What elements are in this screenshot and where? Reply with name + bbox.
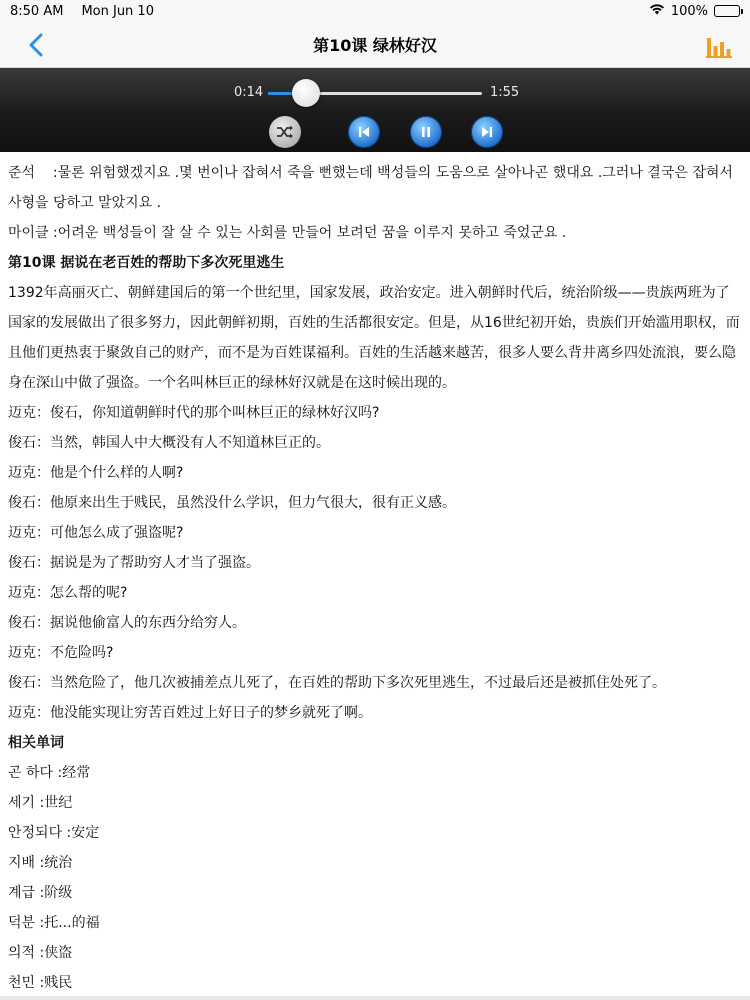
lesson-text bbox=[0, 152, 750, 998]
text-paragraph: 천민 :贱民 bbox=[8, 975, 73, 991]
chevron-left-icon bbox=[28, 33, 44, 57]
current-time: 0:14 bbox=[234, 85, 264, 100]
shuffle-icon bbox=[276, 124, 294, 140]
page-title: 第10课 绿林好汉 bbox=[313, 36, 437, 55]
text-paragraph: 마이클 :어려운 백성들이 잘 살 수 있는 사회를 만들어 보려던 꿈을 이루지 못하고 죽었군요 . bbox=[8, 225, 567, 241]
skip-next-icon bbox=[479, 124, 495, 140]
pause-icon bbox=[418, 124, 434, 140]
bar-chart-button[interactable] bbox=[706, 34, 732, 58]
battery-percent: 100% bbox=[670, 3, 708, 19]
bottom-divider bbox=[0, 996, 750, 1000]
previous-track-button[interactable] bbox=[348, 116, 380, 148]
text-paragraph: 俊石：他原来出生于贱民，虽然没什么学识，但力气很大，很有正义感。 bbox=[8, 495, 456, 511]
text-paragraph: 俊石：当然危险了，他几次被捕差点儿死了，在百姓的帮助下多次死里逃生，不过最后还是被抓住处死了。 bbox=[8, 675, 666, 691]
text-paragraph: 안정되다 :安定 bbox=[8, 825, 100, 841]
text-paragraph: 俊石：据说他偷富人的东西分给穷人。 bbox=[8, 615, 246, 631]
text-paragraph: 迈克：不危险吗? bbox=[8, 645, 114, 661]
text-paragraph: 의적 :侠盗 bbox=[8, 945, 73, 961]
back-button[interactable] bbox=[22, 31, 50, 59]
text-paragraph: 迈克：他没能实现让穷苦百姓过上好日子的梦乡就死了啊。 bbox=[8, 705, 372, 721]
text-paragraph: 계급 :阶级 bbox=[8, 885, 73, 901]
text-paragraph: 덕분 :托...的福 bbox=[8, 915, 100, 931]
text-paragraph: 迈克：他是个什么样的人啊? bbox=[8, 465, 184, 481]
section-heading: 相关单词 bbox=[8, 735, 64, 751]
shuffle-button[interactable] bbox=[269, 116, 301, 148]
text-paragraph: 俊石：当然，韩国人中大概没有人不知道林巨正的。 bbox=[8, 435, 330, 451]
skip-previous-icon bbox=[356, 124, 372, 140]
navigation-bar bbox=[0, 22, 750, 68]
text-paragraph: 1392年高丽灭亡、朝鲜建国后的第一个世纪里，国家发展，政治安定。进入朝鲜时代后，统治阶级——贵族两班为了国家的发展做出了很多努力，因此朝鲜初期，百姓的生活都很安定。但是，从16世纪初开始，贵族们开始滥用职权，而且他们更热衷于聚敛自己的财产，而不是为百姓谋福利。百姓的生活越来越苦，很多人要么背井离乡四处流浪，要么隐身在深山中做了强盗。一个名叫林巨正的绿林好汉就是在这时候出现的。 bbox=[8, 285, 740, 391]
text-paragraph: 俊石：据说是为了帮助穷人才当了强盗。 bbox=[8, 555, 260, 571]
text-paragraph: 迈克：怎么帮的呢? bbox=[8, 585, 128, 601]
pause-button[interactable] bbox=[410, 116, 442, 148]
battery-icon bbox=[714, 5, 740, 17]
progress-fill bbox=[268, 92, 294, 95]
status-date: Mon Jun 10 bbox=[81, 3, 154, 19]
duration-time: 1:55 bbox=[490, 85, 520, 100]
wifi-icon bbox=[649, 3, 665, 19]
audio-player bbox=[0, 68, 750, 152]
section-heading: 第10课 据说在老百姓的帮助下多次死里逃生 bbox=[8, 255, 285, 271]
next-track-button[interactable] bbox=[471, 116, 503, 148]
status-bar bbox=[0, 0, 750, 22]
bar-chart-icon bbox=[706, 34, 732, 58]
text-paragraph: 迈克：俊石，你知道朝鲜时代的那个叫林巨正的绿林好汉吗? bbox=[8, 405, 380, 421]
progress-slider-thumb[interactable] bbox=[292, 79, 320, 107]
text-paragraph: 지배 :统治 bbox=[8, 855, 73, 871]
text-paragraph: 迈克：可他怎么成了强盗呢? bbox=[8, 525, 184, 541]
status-time: 8:50 AM bbox=[10, 3, 64, 19]
text-paragraph: 세기 :世纪 bbox=[8, 795, 73, 811]
text-paragraph: 준석 :물론 위험했겠지요 .몇 번이나 잡혀서 죽을 뻔했는데 백성들의 도움으로 살아나곤 했대요 .그러나 결국은 잡혀서 사형을 당하고 말았지요 . bbox=[8, 165, 733, 211]
text-paragraph: 곤 하다 :经常 bbox=[8, 765, 91, 781]
